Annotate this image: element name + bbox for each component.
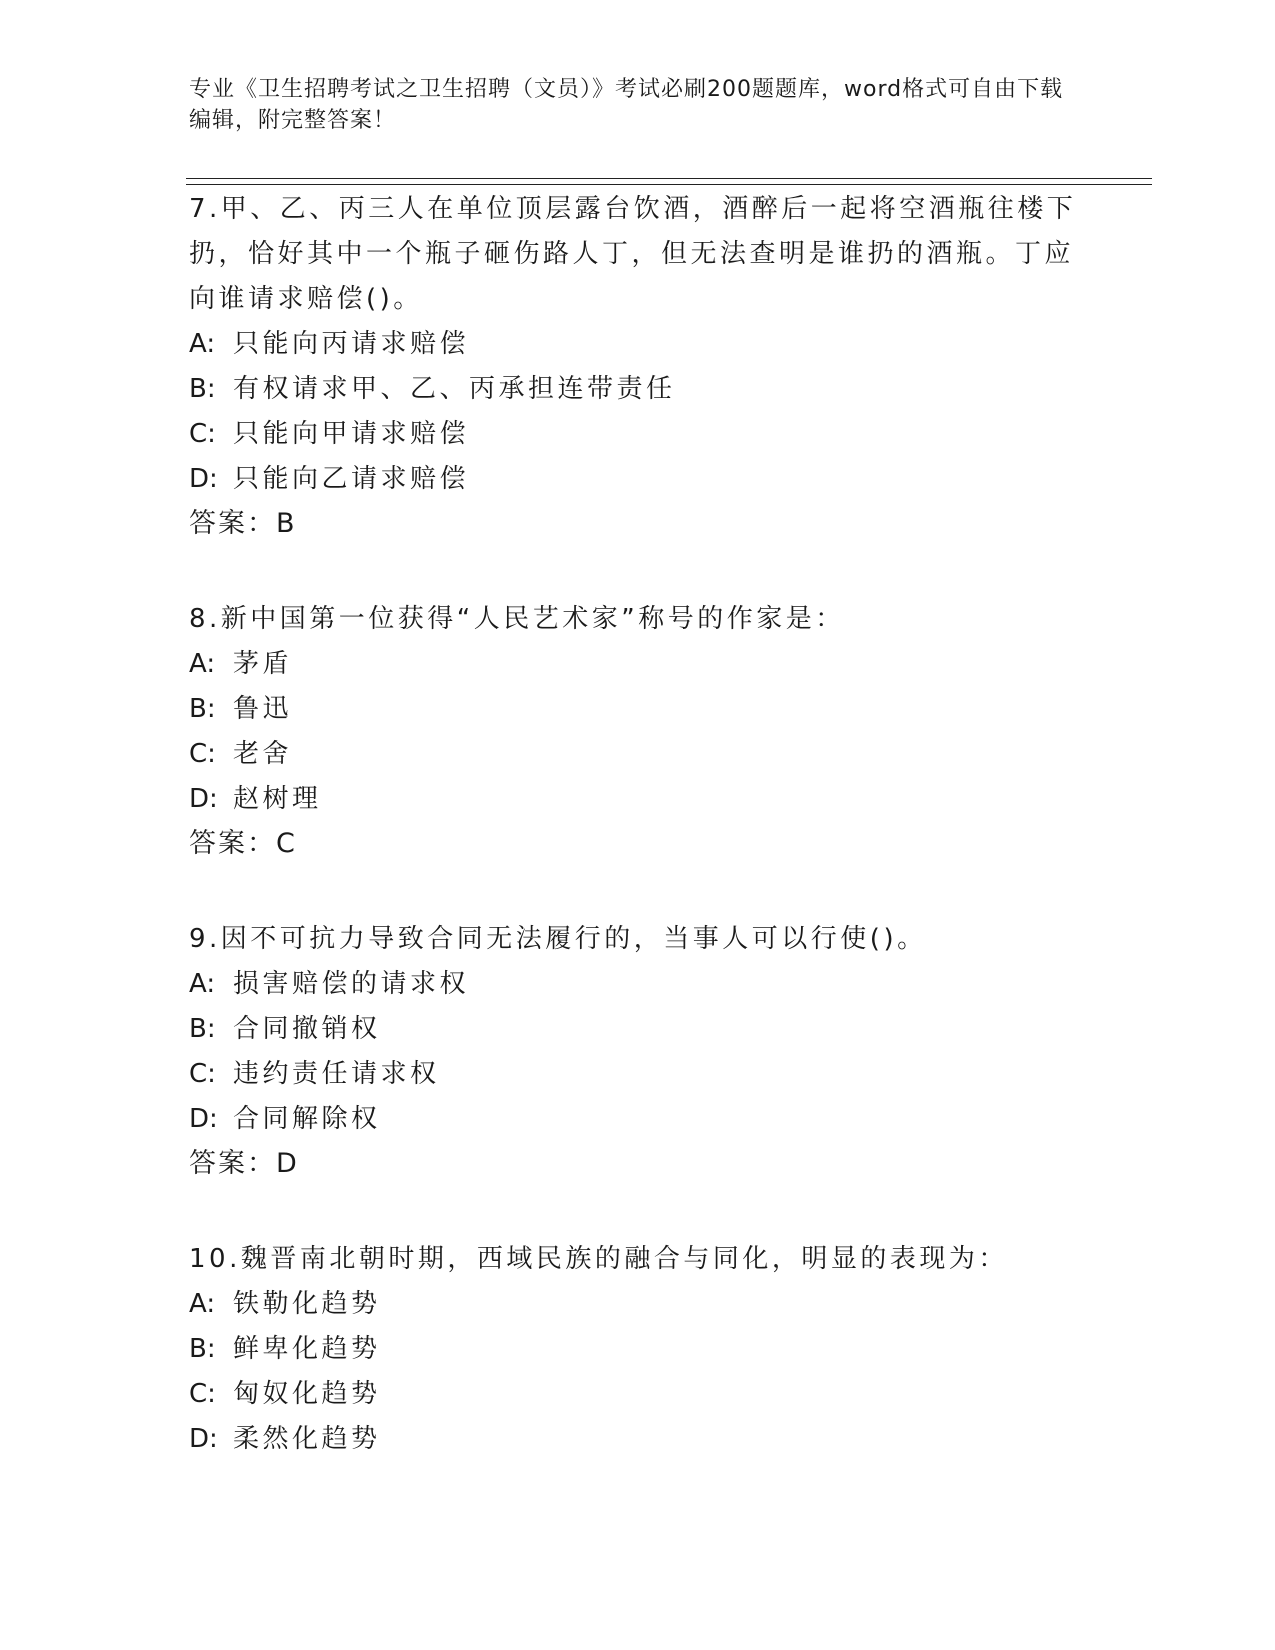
question-8-line-1: 8.新中国第一位获得“人民艺术家”称号的作家是： <box>189 604 845 634</box>
answer-value: C <box>276 828 295 859</box>
header-divider-bottom <box>186 184 1152 185</box>
question-7-line-2: 扔，恰好其中一个瓶子砸伤路人丁，但无法查明是谁扔的酒瓶。丁应 <box>189 239 1075 269</box>
question-7-answer <box>189 508 295 540</box>
option-key: C: <box>189 1059 216 1089</box>
option-text: 损害赔偿的请求权 <box>233 969 470 999</box>
question-9-option-d <box>189 1103 381 1135</box>
option-key: B: <box>189 374 216 404</box>
option-text: 老舍 <box>233 739 293 769</box>
header-divider-top <box>186 178 1152 179</box>
option-key: A: <box>189 329 216 359</box>
question-10-option-b <box>189 1333 381 1365</box>
answer-value: B <box>276 508 295 539</box>
question-8-answer <box>189 828 295 860</box>
option-text: 有权请求甲、乙、丙承担连带责任 <box>233 374 676 404</box>
question-9-option-c <box>189 1058 440 1090</box>
question-8-option-b <box>189 693 292 725</box>
option-text: 只能向甲请求赔偿 <box>233 419 470 449</box>
question-8-option-c <box>189 738 292 770</box>
option-key: D: <box>189 464 218 494</box>
option-text: 柔然化趋势 <box>233 1424 381 1454</box>
answer-label: 答案： <box>189 1148 276 1179</box>
option-key: C: <box>189 419 216 449</box>
option-key: D: <box>189 1104 218 1134</box>
question-7-option-a <box>189 328 469 360</box>
question-7-option-c <box>189 418 469 450</box>
option-text: 违约责任请求权 <box>233 1059 440 1089</box>
option-key: B: <box>189 1014 216 1044</box>
document-header: 专业《卫生招聘考试之卫生招聘（文员）》考试必刷200题题库，word格式可自由下载编辑，附完整答案！ <box>189 77 1064 133</box>
question-10-line-1: 10.魏晋南北朝时期，西域民族的融合与同化，明显的表现为： <box>189 1244 1008 1274</box>
question-9-option-b <box>189 1013 381 1045</box>
answer-label: 答案： <box>189 828 276 859</box>
question-10-option-d <box>189 1423 381 1455</box>
question-7-option-d <box>189 463 469 495</box>
answer-label: 答案： <box>189 508 276 539</box>
option-key: C: <box>189 739 216 769</box>
question-9-line-1: 9.因不可抗力导致合同无法履行的，当事人可以行使()。 <box>189 924 927 954</box>
question-10-option-c <box>189 1378 381 1410</box>
question-8-option-d <box>189 783 322 815</box>
question-10-option-a <box>189 1288 381 1320</box>
question-9-option-a <box>189 968 469 1000</box>
question-8-option-a <box>189 648 292 680</box>
question-9-answer <box>189 1148 297 1180</box>
option-text: 只能向乙请求赔偿 <box>233 464 470 494</box>
option-text: 匈奴化趋势 <box>233 1379 381 1409</box>
option-key: D: <box>189 784 218 814</box>
option-text: 铁勒化趋势 <box>233 1289 381 1319</box>
option-text: 合同撤销权 <box>233 1014 381 1044</box>
option-text: 只能向丙请求赔偿 <box>233 329 470 359</box>
option-text: 茅盾 <box>233 649 293 679</box>
option-text: 赵树理 <box>233 784 322 814</box>
option-key: A: <box>189 969 216 999</box>
question-7-line-1: 7.甲、乙、丙三人在单位顶层露台饮酒，酒醉后一起将空酒瓶往楼下 <box>189 194 1077 224</box>
option-text: 鲜卑化趋势 <box>233 1334 381 1364</box>
option-key: B: <box>189 1334 216 1364</box>
answer-value: D <box>276 1148 297 1179</box>
option-key: B: <box>189 694 216 724</box>
option-key: D: <box>189 1424 218 1454</box>
question-7-option-b <box>189 373 676 405</box>
option-key: C: <box>189 1379 216 1409</box>
option-key: A: <box>189 1289 216 1319</box>
option-text: 鲁迅 <box>233 694 293 724</box>
option-text: 合同解除权 <box>233 1104 381 1134</box>
question-7-line-3: 向谁请求赔偿()。 <box>189 284 423 314</box>
option-key: A: <box>189 649 216 679</box>
